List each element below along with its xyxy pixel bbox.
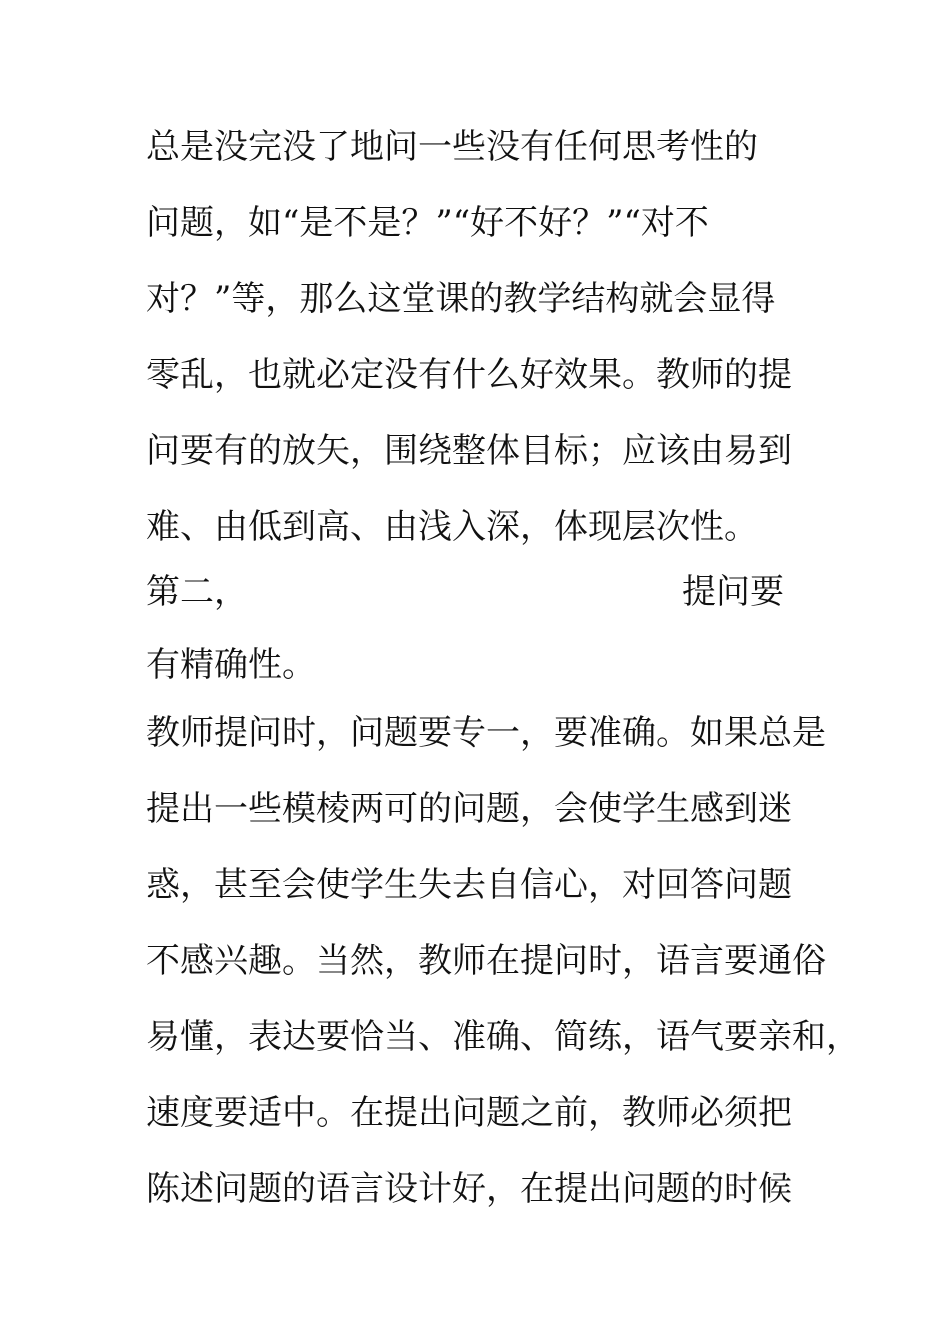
paragraph-line: 教师提问时，问题要专一，要准确。如果总是 [146, 713, 826, 753]
paragraph-line: 问要有的放矢，围绕整体目标；应该由易到 [146, 431, 792, 471]
paragraph-line: 零乱，也就必定没有什么好效果。教师的提 [146, 355, 792, 395]
paragraph-line: 陈述问题的语言设计好，在提出问题的时候 [146, 1169, 792, 1209]
paragraph-line: 不感兴趣。当然，教师在提问时，语言要通俗 [146, 941, 826, 981]
section-heading-prefix: 第二， [146, 572, 248, 612]
paragraph-line: 问题，如“是不是？”“好不好？”“对不 [146, 203, 709, 243]
paragraph-line: 提出一些模棱两可的问题，会使学生感到迷 [146, 789, 792, 829]
section-heading-continuation: 有精确性。 [146, 645, 316, 685]
section-heading-suffix: 提问要 [682, 572, 784, 612]
paragraph-line: 总是没完没了地问一些没有任何思考性的 [146, 127, 758, 167]
paragraph-line: 对？”等，那么这堂课的教学结构就会显得 [146, 279, 776, 319]
paragraph-line: 惑，甚至会使学生失去自信心，对回答问题 [146, 865, 792, 905]
paragraph-line: 难、由低到高、由浅入深，体现层次性。 [146, 507, 758, 547]
paragraph-line: 易懂，表达要恰当、准确、简练，语气要亲和， [146, 1017, 860, 1057]
paragraph-line: 速度要适中。在提出问题之前，教师必须把 [146, 1093, 792, 1133]
